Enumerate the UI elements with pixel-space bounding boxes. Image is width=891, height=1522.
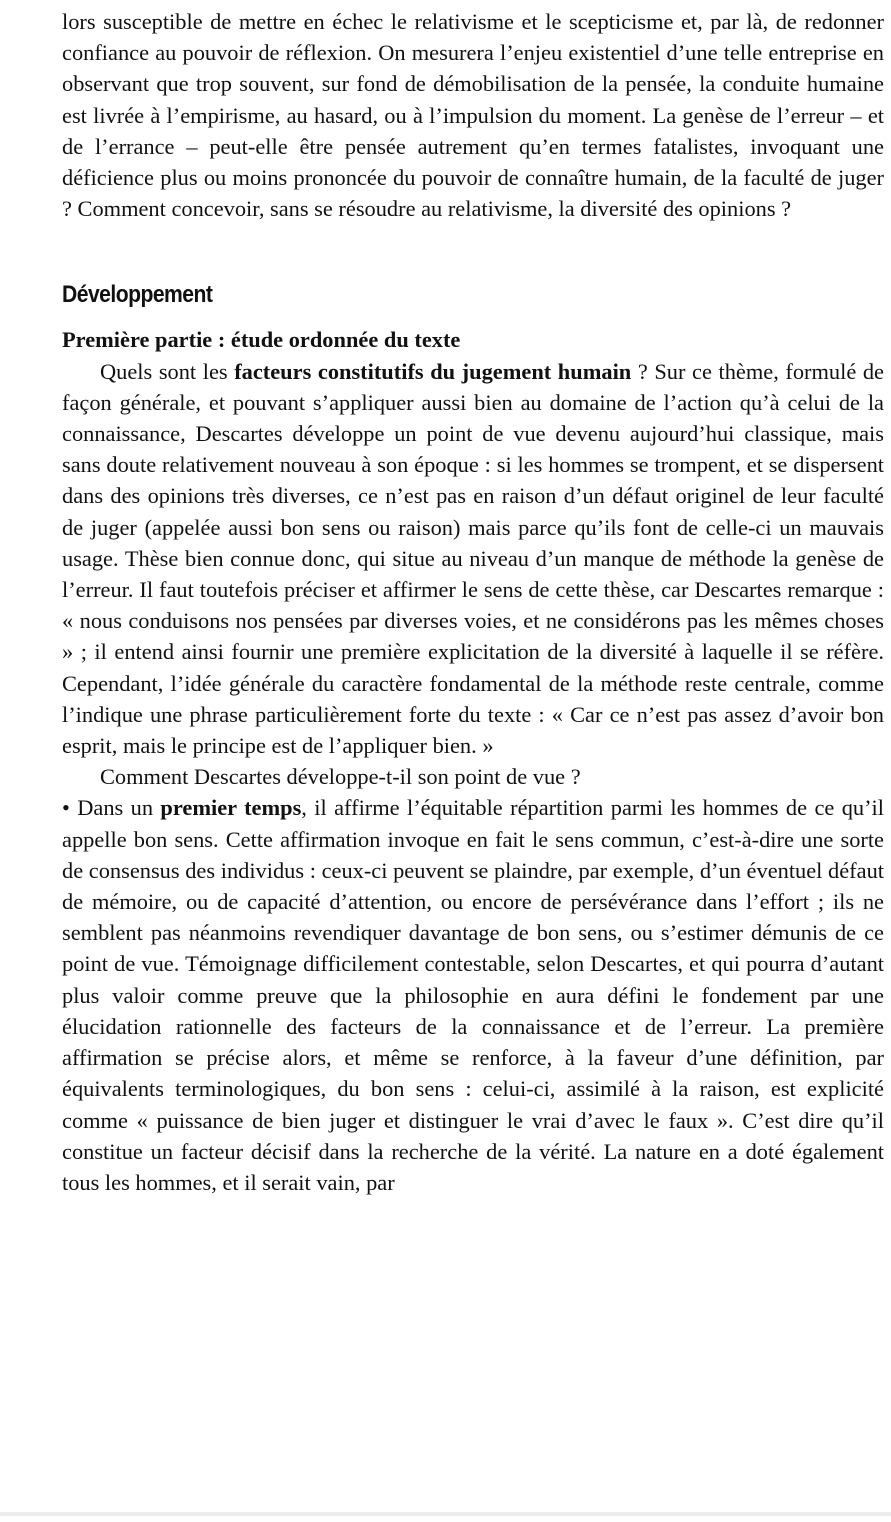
paragraph-factors-lead: Quels sont les (100, 358, 235, 384)
page-bottom-edge (0, 1512, 891, 1516)
paragraph-factors-body: ? Sur ce thème, formulé de façon générale, et pouvant s’appliquer aussi bien au domaine de l’action qu’à celui de la connaissance, Descartes développe un point de vue devenu aujourd’hui classique, mais sans doute relativement nouveau à son époque : si les hommes se trompent, et se dispersent dans des opinions très diverses, ce n’est pas en raison d’un défaut originel de leur faculté de juger (appelée aussi bon sens ou raison) mais parce qu’ils font de celle-ci un mauvais usage. Thèse bien connue donc, qui situe au niveau d’un manque de méthode la genèse de l’erreur. Il faut toutefois préciser et affirmer le sens de cette thèse, car Descartes remarque : « nous conduisons nos pensées par diverses voies, et ne considérons pas les mêmes choses » ; il entend ainsi fournir une première explicitation de la diversité à laquelle il se réfère. Cependant, l’idée générale du caractère fondamental de la méthode reste centrale, comme l’indique une phrase particulièrement forte du texte : « Car ce n’est pas assez d’avoir bon esprit, mais le principe est de l’appliquer bien. » (62, 358, 884, 759)
paragraph-factors-emphasis: facteurs constitutifs du jugement humain (234, 358, 632, 384)
paragraph-factors (62, 356, 884, 762)
section-title: Développement (62, 281, 213, 309)
paragraph-first-step-body: , il affirme l’équitable répartition parmi les hommes de ce qu’il appelle bon sens. Cette affirmation invoque en fait le sens commun, c’est-à-dire une sorte de consensus des individus : ceux-ci peuvent se plaindre, par exemple, d’un éventuel défaut de mémoire, ou de capacité d’attention, ou encore de persévérance dans l’effort ; ils ne semblent pas néanmoins revendiquer davantage de bon sens, ou s’estimer démunis de ce point de vue. Témoignage difficilement contestable, selon Descartes, et qui pourra d’autant plus valoir comme preuve que la philosophie en aura défini le fondement par une élucidation rationnelle des facteurs de la connaissance et de l’erreur. La première affirmation se précise alors, et même se renforce, à la faveur d’une définition, par équivalents terminologiques, du bon sens : celui-ci, assimilé à la raison, est explicité comme « puissance de bien juger et distinguer le vrai d’avec le faux ». C’est dire qu’il constitue un facteur décisif dans la recherche de la vérité. La nature en a doté également tous les hommes, et il serait vain, par (62, 795, 884, 1195)
paragraph-first-step (62, 792, 884, 1198)
paragraph-question: Comment Descartes développe-t-il son point de vue ? (100, 764, 581, 790)
paragraph-first-step-lead: • Dans un (62, 795, 161, 821)
paragraph-first-step-emphasis: premier temps (160, 795, 302, 821)
section-subtitle: Première partie : étude ordonnée du texte (62, 327, 461, 353)
document-page (62, 6, 884, 1198)
intro-paragraph: lors susceptible de mettre en échec le relativisme et le scepticisme et, par là, de redonner confiance au pouvoir de réflexion. On mesurera l’enjeu existentiel d’une telle entreprise en observant que trop souvent, sur fond de démobilisation de la pensée, la conduite humaine est livrée à l’empirisme, au hasard, ou à l’impulsion du moment. La genèse de l’erreur – et de l’errance – peut-elle être pensée autrement qu’en termes fatalistes, invoquant une déficience plus ou moins prononcée du pouvoir de connaître humain, de la faculté de juger ? Comment concevoir, sans se résoudre au relativisme, la diversité des opinions ? (62, 9, 884, 222)
